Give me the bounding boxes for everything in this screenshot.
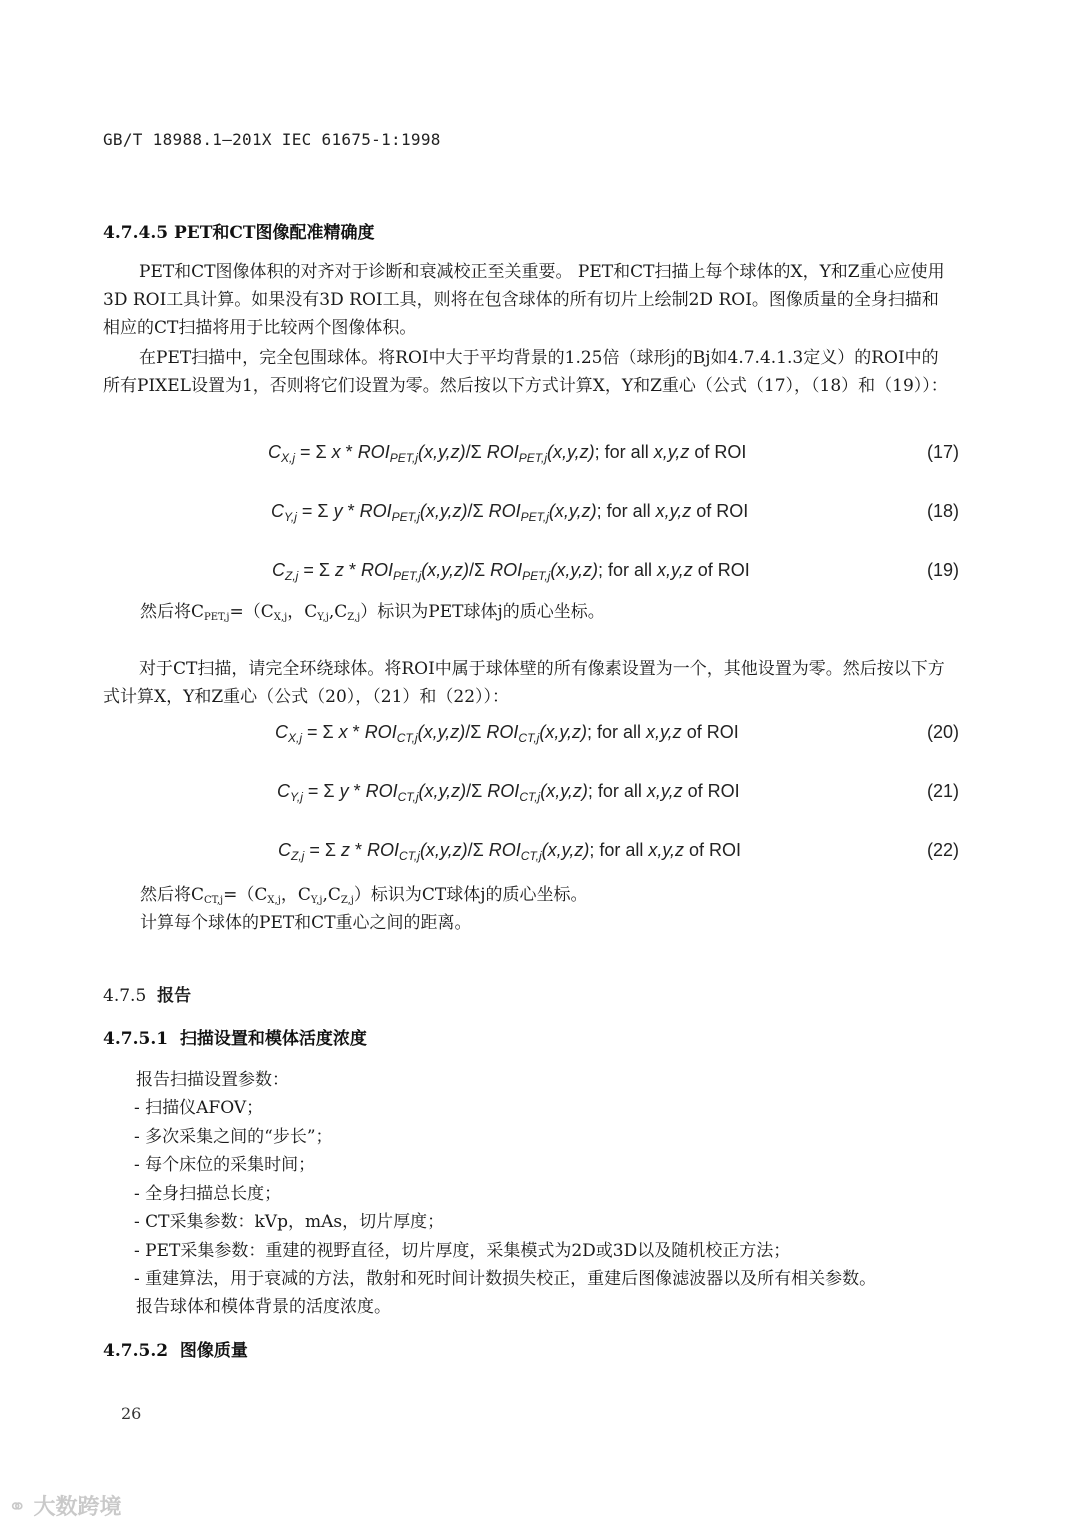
paragraph-alignment: PET和CT图像体积的对齐对于诊断和衰减校正至关重要。 PET和CT扫描上每个球体的X，Y和Z重心应使用3D ROI工具计算。如果没有3D ROI工具，则将在包含球体的所有切片上绘制2D ROI。图像质量的全身扫描和相应的CT扫描将用于比较两个图像体积。 — [103, 262, 945, 338]
list-item: - 全身扫描总长度； — [134, 1183, 282, 1204]
section-heading-4-7-4-5: 4.7.4.5 PET和CT图像配准精确度 — [103, 223, 375, 243]
paragraph-pet-scan: 在PET扫描中，完全包围球体。将ROI中大于平均背景的1.25倍（球形j的Bj如4.7.4.1.3定义）的ROI中的所有PIXEL设置为1，否则将它们设置为零。然后按以下方式计算X，Y和Z重心（公式（17），（18）和（19））： — [103, 348, 948, 396]
formula: $C_{Z,j} = \Sigma$ z * $ROI_{PET,j}(x,y,z)/\Sigma$ $ROI_{PET,j}(x,y,z)$; for all x,y,z of ROI — [272, 560, 750, 583]
report-list — [134, 1094, 964, 1294]
list-item: - 每个床位的采集时间； — [134, 1155, 316, 1175]
formula: $C_{X,j} = \Sigma$ x * $ROI_{PET,j}(x,y,z)/\Sigma$ $ROI_{PET,j}(x,y,z)$; for all x,y,z of ROI — [268, 442, 747, 465]
formula: $C_{Z,j} = \Sigma$ z * $ROI_{CT,j}(x,y,z)/\Sigma$ $ROI_{CT,j}(x,y,z)$; for all x,y,z of ROI — [278, 840, 742, 863]
watermark-icon: ⚭ — [8, 1495, 27, 1520]
paragraph-pet-centroid: 然后将CPET,j=（CX,j，CY,j,CZ,j）标识为PET球体j的质心坐标。 — [140, 602, 605, 623]
formula: $C_{X,j} = \Sigma$ x * $ROI_{CT,j}(x,y,z)/\Sigma$ $ROI_{CT,j}(x,y,z)$; for all x,y,z of ROI — [275, 722, 739, 745]
section-heading-4-7-5-2: 4.7.5.2 图像质量 — [103, 1341, 248, 1361]
report-outro: 报告球体和模体背景的活度浓度。 — [136, 1297, 391, 1317]
page-number: 26 — [121, 1404, 142, 1423]
list-item: - 多次采集之间的“步长”； — [134, 1126, 333, 1147]
section-heading-4-7-5: 4.7.5 报告 — [103, 986, 192, 1006]
paragraph-distance: 计算每个球体的PET和CT重心之间的距离。 — [140, 913, 472, 933]
list-item: - PET采集参数：重建的视野直径，切片厚度，采集模式为2D或3D以及随机校正方法； — [134, 1240, 791, 1261]
equation-number: (19) — [926, 560, 959, 580]
list-item: - 重建算法，用于衰减的方法，散射和死时间计数损失校正，重建后图像滤波器以及所有相关参数。 — [134, 1269, 877, 1289]
equation-number: (22) — [926, 840, 959, 860]
watermark-logo: ⚭ 大数跨境 — [8, 1495, 122, 1520]
formula: $C_{Y,j} = \Sigma$ y * $ROI_{CT,j}(x,y,z)/\Sigma$ $ROI_{CT,j}(x,y,z)$; for all x,y,z of ROI — [277, 781, 740, 804]
list-item: - 扫描仪AFOV； — [134, 1098, 264, 1118]
equation-number: (18) — [926, 501, 959, 521]
section-heading-4-7-5-1: 4.7.5.1 扫描设置和模体活度浓度 — [103, 1029, 367, 1049]
list-item: - CT采集参数：kVp，mAs，切片厚度； — [134, 1212, 445, 1232]
report-intro: 报告扫描设置参数： — [136, 1070, 289, 1090]
paragraph-ct-centroid: 然后将CCT,j=（CX,j，CY,j,CZ,j）标识为CT球体j的质心坐标。 — [140, 885, 588, 906]
equation-number: (21) — [926, 781, 959, 801]
paragraph-ct-scan: 对于CT扫描，请完全环绕球体。将ROI中属于球体壁的所有像素设置为一个，其他设置为零。然后按以下方式计算X，Y和Z重心（公式（20），（21）和（22））： — [103, 659, 945, 707]
document-header: GB/T 18988.1—201X IEC 61675-1:1998 — [103, 130, 441, 149]
equation-number: (17) — [926, 442, 959, 462]
formula: $C_{Y,j} = \Sigma$ y * $ROI_{PET,j}(x,y,z)/\Sigma$ $ROI_{PET,j}(x,y,z)$; for all x,y,z of ROI — [271, 501, 749, 524]
equation-number: (20) — [926, 722, 959, 742]
